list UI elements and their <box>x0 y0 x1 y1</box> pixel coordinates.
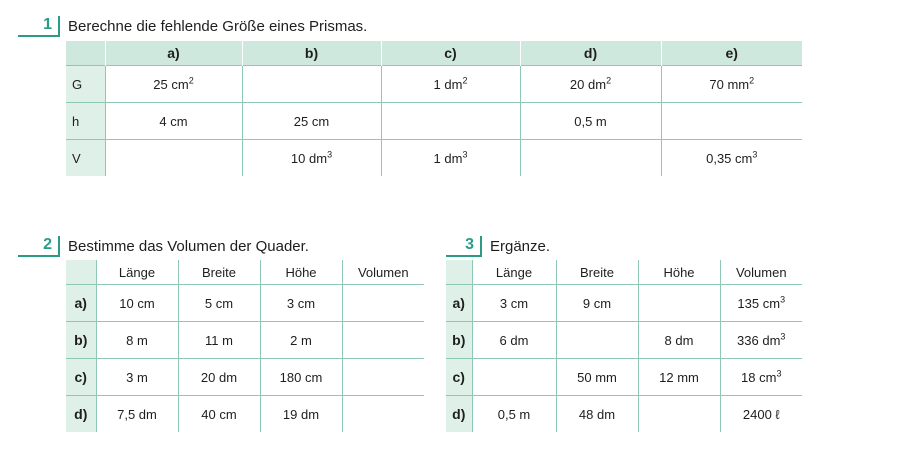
cell-value: 50 mm <box>577 369 617 385</box>
cell-value: 3 cm <box>499 295 529 311</box>
cell-value: 2400 ℓ <box>742 406 780 422</box>
value-cell <box>242 140 381 177</box>
row-label: V <box>66 140 105 177</box>
empty-cell <box>556 322 638 359</box>
cell-value: 1 dm <box>433 76 463 92</box>
row-label: b) <box>66 322 96 359</box>
column-header: Breite <box>178 260 260 285</box>
table-row <box>66 103 802 140</box>
value-cell <box>720 359 802 396</box>
cell-value: 9 cm <box>582 295 612 311</box>
exercise-number: 1 <box>18 16 60 37</box>
value-cell <box>96 396 178 433</box>
value-cell <box>638 322 720 359</box>
column-header: Breite <box>556 260 638 285</box>
empty-cell <box>342 359 424 396</box>
value-cell <box>260 396 342 433</box>
table-row <box>446 396 802 433</box>
cell-value: 70 mm <box>709 76 750 92</box>
exercise-3-heading <box>446 236 550 257</box>
unit-exponent: 2 <box>749 75 755 86</box>
empty-cell <box>342 322 424 359</box>
exercise-1-heading <box>18 16 367 37</box>
corner-cell <box>66 260 96 285</box>
column-header: Volumen <box>720 260 802 285</box>
exercise-title: Ergänze. <box>490 238 551 255</box>
value-cell <box>96 359 178 396</box>
cell-value: 3 m <box>126 369 148 385</box>
unit-exponent: 3 <box>327 149 333 160</box>
empty-cell <box>661 103 802 140</box>
column-header: c) <box>381 41 520 66</box>
value-cell <box>472 285 556 322</box>
exercise-number: 3 <box>446 236 482 257</box>
column-header: Höhe <box>638 260 720 285</box>
cell-value: 2 m <box>290 332 312 348</box>
cell-value: 25 cm <box>293 113 330 129</box>
value-cell <box>720 285 802 322</box>
value-cell <box>720 396 802 433</box>
value-cell <box>520 103 661 140</box>
unit-exponent: 3 <box>780 294 786 305</box>
cell-value: 0,35 cm <box>706 150 753 166</box>
value-cell <box>520 66 661 103</box>
cell-value: 0,5 m <box>497 406 531 422</box>
value-cell <box>556 359 638 396</box>
column-header: d) <box>520 41 661 66</box>
table-row <box>66 66 802 103</box>
corner-cell <box>446 260 472 285</box>
table-row <box>446 322 802 359</box>
value-cell <box>96 285 178 322</box>
value-cell <box>105 66 242 103</box>
value-cell <box>178 285 260 322</box>
row-label: d) <box>66 396 96 433</box>
value-cell <box>720 322 802 359</box>
cell-value: 135 cm <box>737 295 781 311</box>
prism-table <box>66 41 802 176</box>
cell-value: 12 mm <box>659 369 699 385</box>
cell-value: 25 cm <box>153 76 189 92</box>
table-row <box>66 140 802 177</box>
cell-value: 6 dm <box>499 332 529 348</box>
row-label: d) <box>446 396 472 433</box>
table-row <box>66 396 424 433</box>
value-cell <box>661 140 802 177</box>
exercise-2-heading <box>18 236 309 257</box>
empty-cell <box>520 140 661 177</box>
corner-cell <box>66 41 105 66</box>
cell-value: 11 m <box>205 332 233 348</box>
cell-value: 10 dm <box>290 150 328 166</box>
cell-value: 20 dm <box>569 76 607 92</box>
unit-exponent: 3 <box>462 149 468 160</box>
empty-cell <box>342 285 424 322</box>
cell-value: 19 dm <box>282 406 320 422</box>
column-header: a) <box>105 41 242 66</box>
cuboid-volume-table <box>66 260 424 432</box>
table-row <box>446 359 802 396</box>
cell-value: 5 cm <box>204 295 234 311</box>
empty-cell <box>342 396 424 433</box>
empty-cell <box>105 140 242 177</box>
value-cell <box>556 285 638 322</box>
exercise-title: Berechne die fehlende Größe eines Prismas. <box>68 18 368 35</box>
value-cell <box>556 396 638 433</box>
cell-value: 48 dm <box>578 406 616 422</box>
value-cell <box>260 285 342 322</box>
value-cell <box>472 396 556 433</box>
table-row <box>66 285 424 322</box>
row-label: a) <box>66 285 96 322</box>
unit-exponent: 2 <box>188 75 194 86</box>
cell-value: 4 cm <box>159 113 188 129</box>
empty-cell <box>381 103 520 140</box>
value-cell <box>472 322 556 359</box>
exercise-title: Bestimme das Volumen der Quader. <box>68 238 309 255</box>
column-header: Volumen <box>342 260 424 285</box>
value-cell <box>178 322 260 359</box>
table-row <box>66 322 424 359</box>
value-cell <box>260 359 342 396</box>
table-row <box>446 285 802 322</box>
unit-exponent: 2 <box>606 75 612 86</box>
cuboid-complete-table <box>446 260 802 432</box>
value-cell <box>260 322 342 359</box>
value-cell <box>96 322 178 359</box>
column-header: e) <box>661 41 802 66</box>
value-cell <box>638 359 720 396</box>
row-label: b) <box>446 322 472 359</box>
empty-cell <box>638 396 720 433</box>
value-cell <box>661 66 802 103</box>
empty-cell <box>472 359 556 396</box>
row-label: c) <box>446 359 472 396</box>
column-header: Höhe <box>260 260 342 285</box>
cell-value: 7,5 dm <box>117 406 157 422</box>
unit-exponent: 3 <box>752 149 758 160</box>
table-row <box>66 359 424 396</box>
cell-value: 18 cm <box>741 369 777 385</box>
row-label: c) <box>66 359 96 396</box>
cell-value: 10 cm <box>119 295 155 311</box>
value-cell <box>105 103 242 140</box>
row-label: a) <box>446 285 472 322</box>
value-cell <box>381 140 520 177</box>
column-header: Länge <box>96 260 178 285</box>
cell-value: 336 dm <box>737 332 781 348</box>
cell-value: 40 cm <box>201 406 237 422</box>
empty-cell <box>638 285 720 322</box>
value-cell <box>178 359 260 396</box>
row-label: h <box>66 103 105 140</box>
cell-value: 1 dm <box>433 150 463 166</box>
empty-cell <box>242 66 381 103</box>
row-label: G <box>66 66 105 103</box>
column-header: b) <box>242 41 381 66</box>
exercise-number: 2 <box>18 236 60 257</box>
cell-value: 3 cm <box>286 295 316 311</box>
value-cell <box>178 396 260 433</box>
cell-value: 180 cm <box>279 369 323 385</box>
column-header: Länge <box>472 260 556 285</box>
cell-value: 20 dm <box>200 369 238 385</box>
unit-exponent: 3 <box>780 331 786 342</box>
cell-value: 8 m <box>126 332 148 348</box>
cell-value: 8 dm <box>664 332 694 348</box>
unit-exponent: 3 <box>776 368 782 379</box>
unit-exponent: 2 <box>462 75 468 86</box>
cell-value: 0,5 m <box>574 113 607 129</box>
value-cell <box>242 103 381 140</box>
value-cell <box>381 66 520 103</box>
